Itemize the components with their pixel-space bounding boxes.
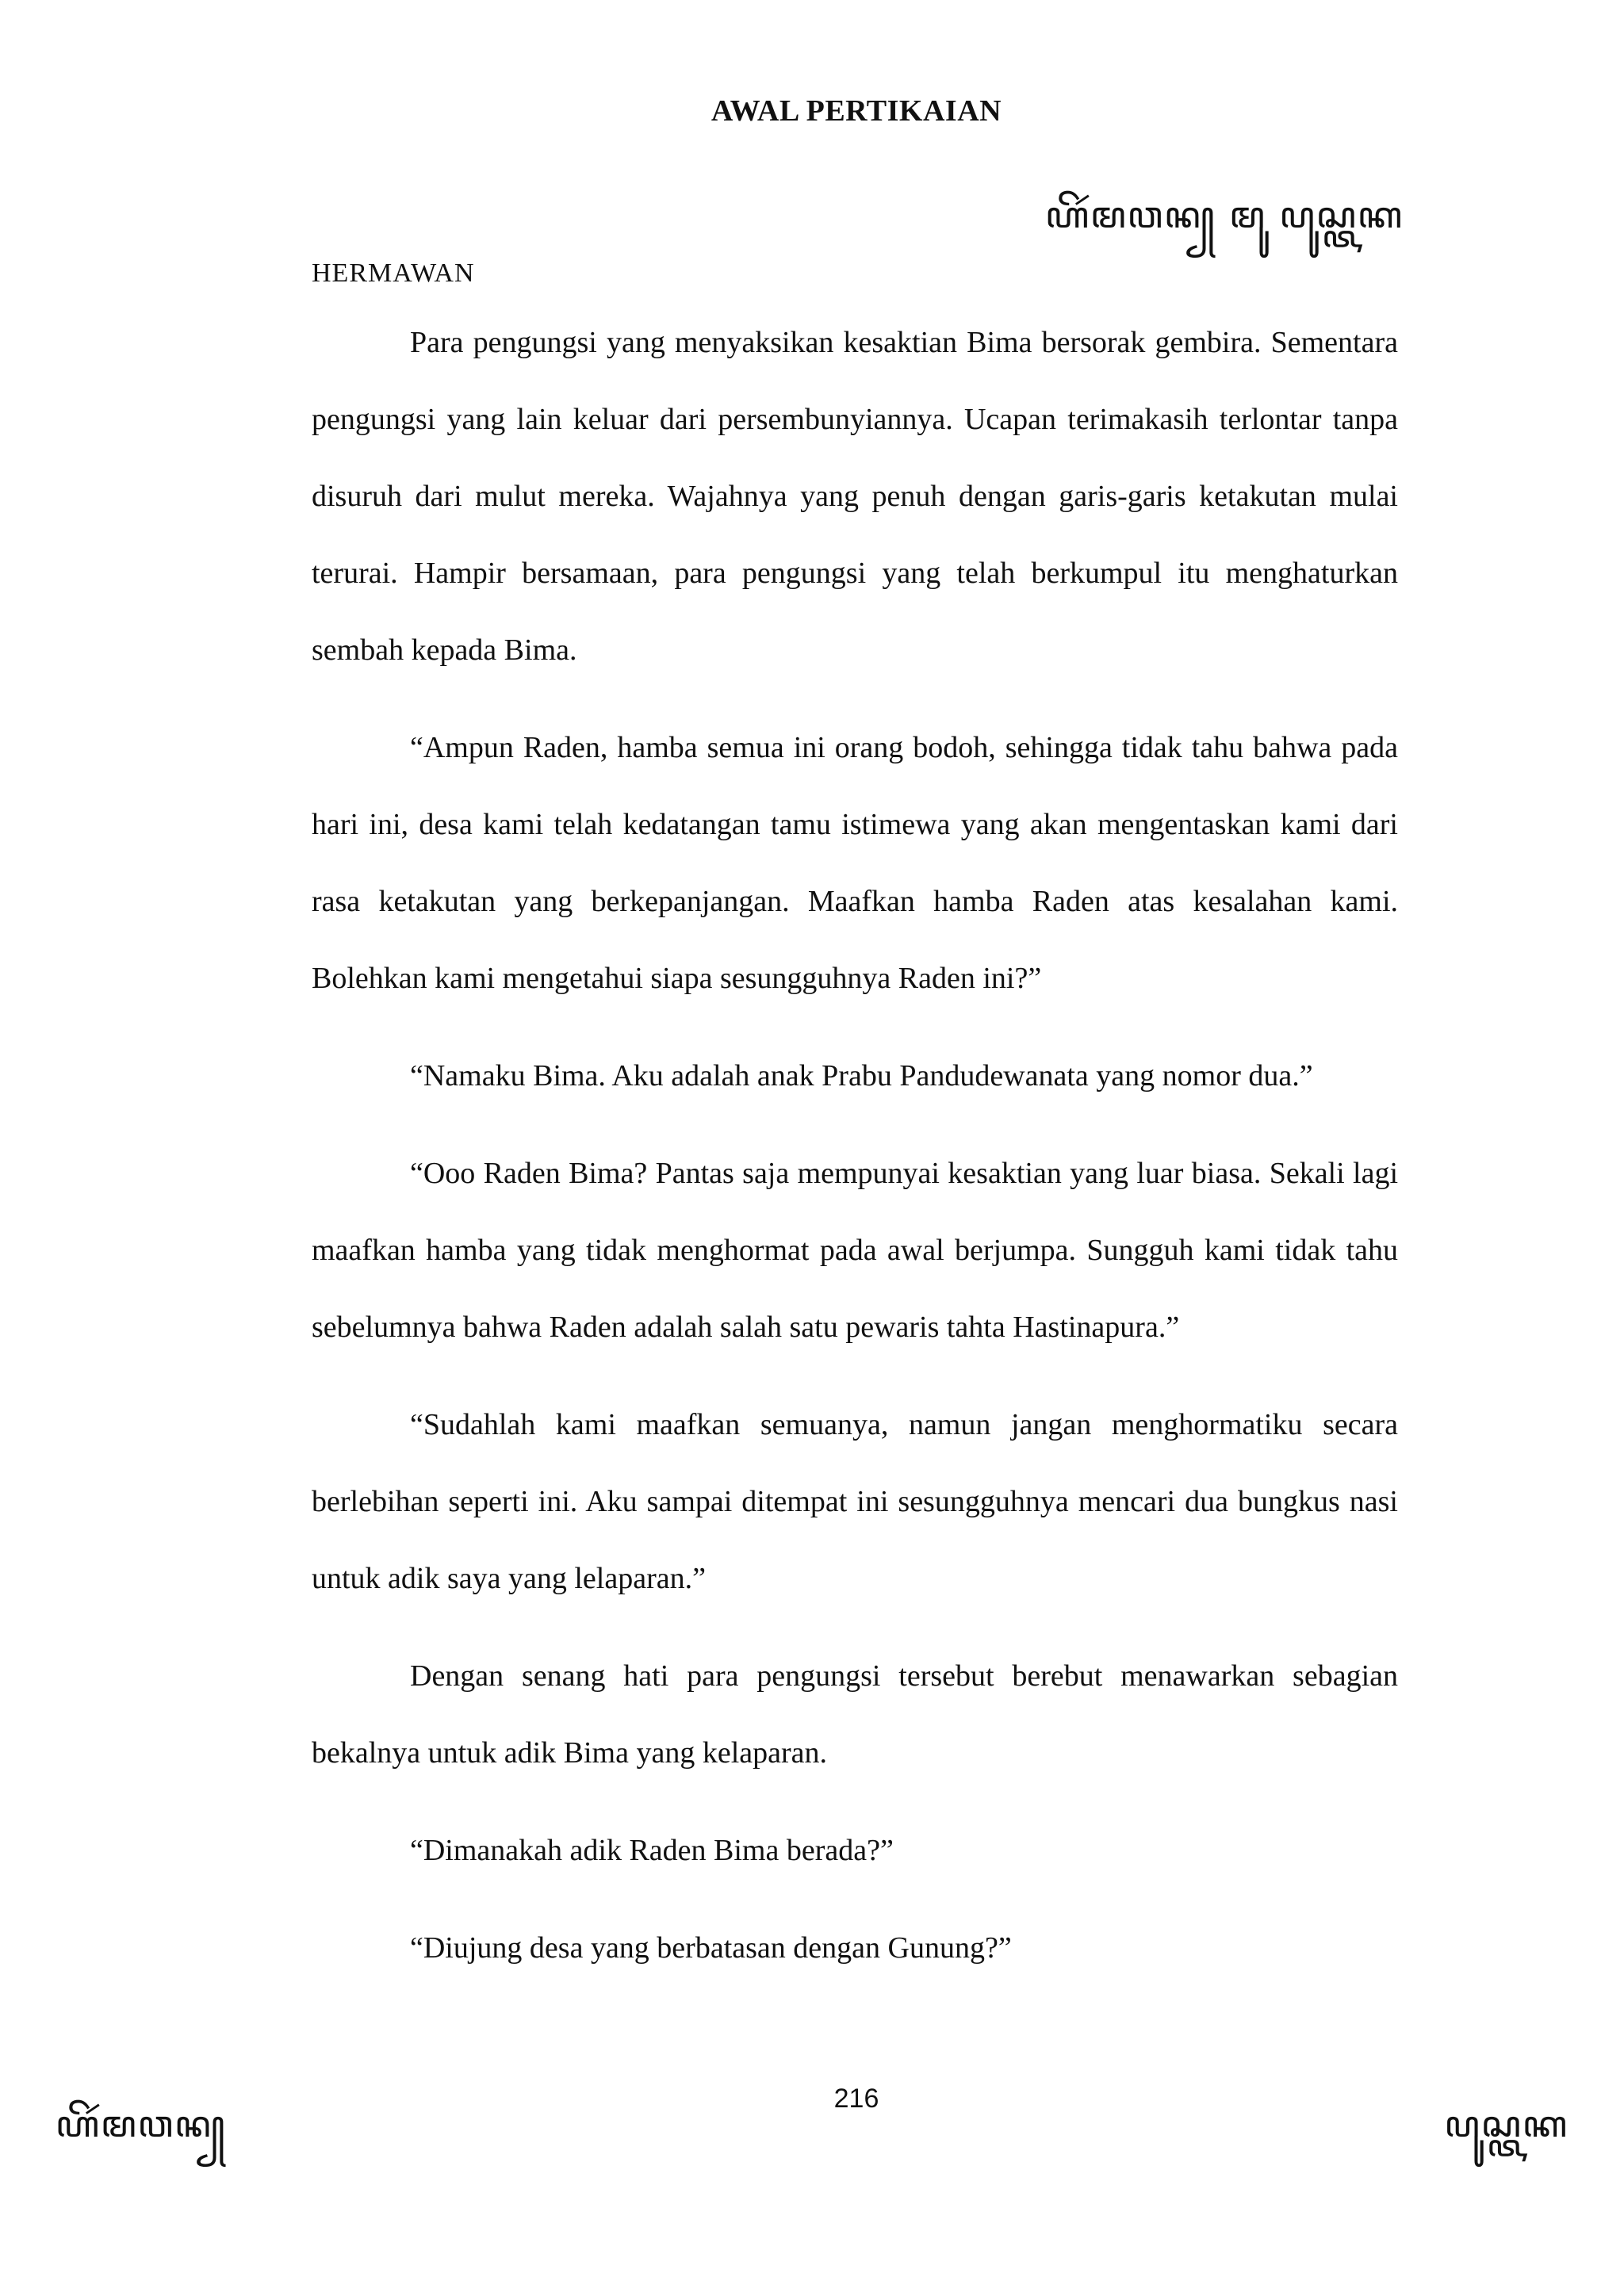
paragraph: “Ampun Raden, hamba semua ini orang bodoh, sehingga tidak tahu bahwa pada hari ini, desa kami telah kedatangan tamu istimewa yang akan mengentaskan kami dari rasa ketakutan yang berkepanjangan. Maafkan hamba Raden atas kesalahan kami. Bolehkan kami mengetahui siapa sesungguhnya Raden ini?” — [312, 731, 1398, 995]
javanese-script-header: ꦲꦼꦂꦩꦮꦤ꧀ ꦩꦸ ꦥꦸꦱ꧀ꦠꦏ — [1045, 193, 1404, 236]
story-body — [312, 304, 1398, 2007]
paragraph: “Diujung desa yang berbatasan dengan Gunung?” — [410, 1931, 1012, 1965]
author-name: HERMAWAN — [312, 258, 475, 288]
paragraph: Para pengungsi yang menyaksikan kesaktian Bima bersorak gembira. Sementara pengungsi yang lain keluar dari persembunyiannya. Ucapan terimakasih terlontar tanpa disuruh dari mulut mereka. Wajahnya yang penuh dengan garis-garis ketakutan mulai terurai. Hampir bersamaan, para pengungsi yang telah berkumpul itu menghaturkan sembah kepada Bima. — [312, 326, 1398, 667]
footer-script-right: ꦥꦸꦱ꧀ꦠꦏ — [1444, 2103, 1568, 2145]
paragraph: “Sudahlah kami maafkan semuanya, namun jangan menghormatiku secara berlebihan seperti ini. Aku sampai ditempat ini sesungguhnya mencari dua bungkus nasi untuk adik saya yang lelaparan.” — [312, 1408, 1398, 1595]
paragraph: Dengan senang hati para pengungsi tersebut berebut menawarkan sebagian bekalnya untuk adik Bima yang kelaparan. — [312, 1659, 1398, 1770]
page-number: 216 — [833, 2084, 879, 2114]
chapter-title: AWAL PERTIKAIAN — [710, 94, 1002, 128]
footer-script-left: ꦲꦼꦂꦩꦮꦤ꧀ — [56, 2103, 227, 2145]
paragraph: “Namaku Bima. Aku adalah anak Prabu Pandudewanata yang nomor dua.” — [410, 1059, 1313, 1093]
paragraph: “Ooo Raden Bima? Pantas saja mempunyai kesaktian yang luar biasa. Sekali lagi maafkan hamba yang tidak menghormat pada awal berjumpa. Sungguh kami tidak tahu sebelumnya bahwa Raden adalah salah satu pewaris tahta Hastinapura.” — [312, 1157, 1398, 1344]
paragraph: “Dimanakah adik Raden Bima berada?” — [410, 1834, 894, 1867]
